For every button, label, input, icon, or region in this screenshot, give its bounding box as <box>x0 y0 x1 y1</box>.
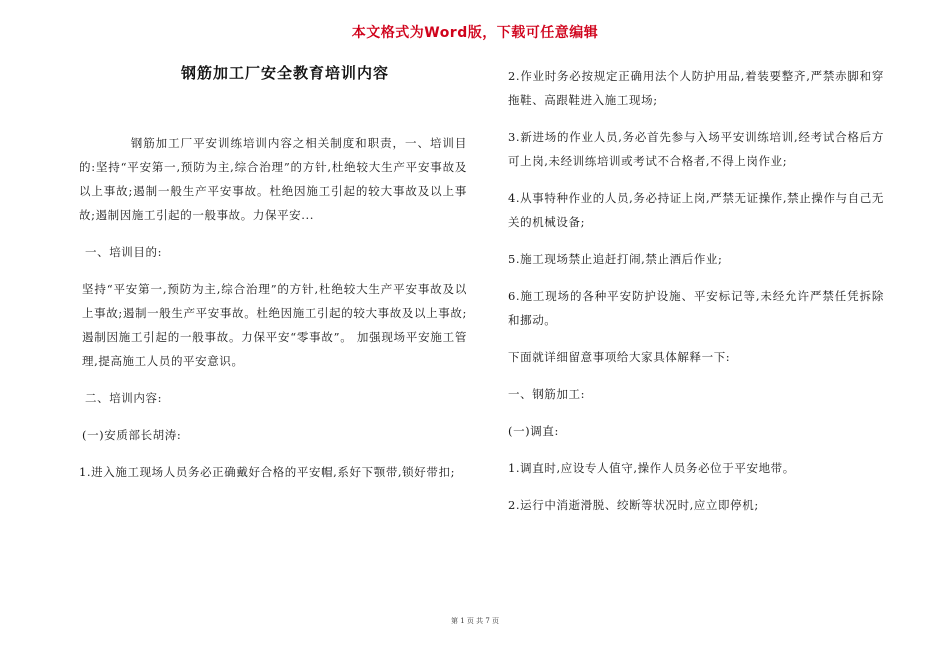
rule-item-2: 2.作业时务必按规定正确用法个人防护用品,着装要整齐,严禁赤脚和穿拖鞋、高跟鞋进入施工现场; <box>508 69 884 107</box>
rule-item-6: 6.施工现场的各种平安防护设施、平安标记等,未经允许严禁任凭拆除和挪动。 <box>508 289 884 327</box>
rule-item-1: 1.进入施工现场人员务必正确戴好合格的平安帽,系好下颚带,锁好带扣; <box>79 465 456 479</box>
document-title: 钢筋加工厂安全教育培训内容 <box>180 64 389 82</box>
word-format-banner: 本文格式为Word版，下载可任意编辑 <box>351 25 599 41</box>
rule-item-3: 3.新进场的作业人员,务必首先参与入场平安训练培训,经考试合格后方可上岗,未经训练培训或考试不合格者,不得上岗作业; <box>508 130 884 168</box>
intro-paragraph: 钢筋加工厂平安训练培训内容之相关制度和职责，一、培训目的:坚持“平安第一,预防为主,综合治理”的方针,杜绝较大生产平安事故及以上事故;遏制一般生产平安事故。杜绝因施工引起的较大事故及以上事故;遏制因施工引起的一般事故。力保平安... <box>79 136 467 222</box>
left-text-column <box>79 131 467 497</box>
rule-item-5: 5.施工现场禁止追赶打闹,禁止酒后作业; <box>508 252 723 266</box>
subsection-heading-safety-director: (一)安质部长胡涛: <box>82 428 182 442</box>
straightening-item-2: 2.运行中消逝滑脱、绞断等状况时,应立即停机; <box>508 498 759 512</box>
explanation-intro: 下面就详细留意事项给大家具体解释一下: <box>508 350 731 364</box>
section-heading-training-content: 二、培训内容: <box>85 391 163 405</box>
training-purpose-paragraph: 坚持“平安第一,预防为主,综合治理”的方针,杜绝较大生产平安事故及以上事故;遏制一般生产平安事故。杜绝因施工引起的较大事故及以上事故;遏制因施工引起的一般事故。力保平安“零事故”。 加强现场平安施工管理,提高施工人员的平安意识。 <box>82 282 467 368</box>
section-heading-training-purpose: 一、培训目的: <box>85 245 163 259</box>
straightening-item-1: 1.调直时,应设专人值守,操作人员务必位于平安地带。 <box>508 461 795 475</box>
subsection-heading-straightening: (一)调直: <box>508 424 559 438</box>
right-text-column <box>508 64 884 530</box>
rule-item-4: 4.从事特种作业的人员,务必持证上岗,严禁无证操作,禁止操作与自己无关的机械设备; <box>508 191 884 229</box>
page-number-footer: 第 1 页 共 7 页 <box>450 617 500 625</box>
section-heading-rebar-processing: 一、钢筋加工: <box>508 387 586 401</box>
